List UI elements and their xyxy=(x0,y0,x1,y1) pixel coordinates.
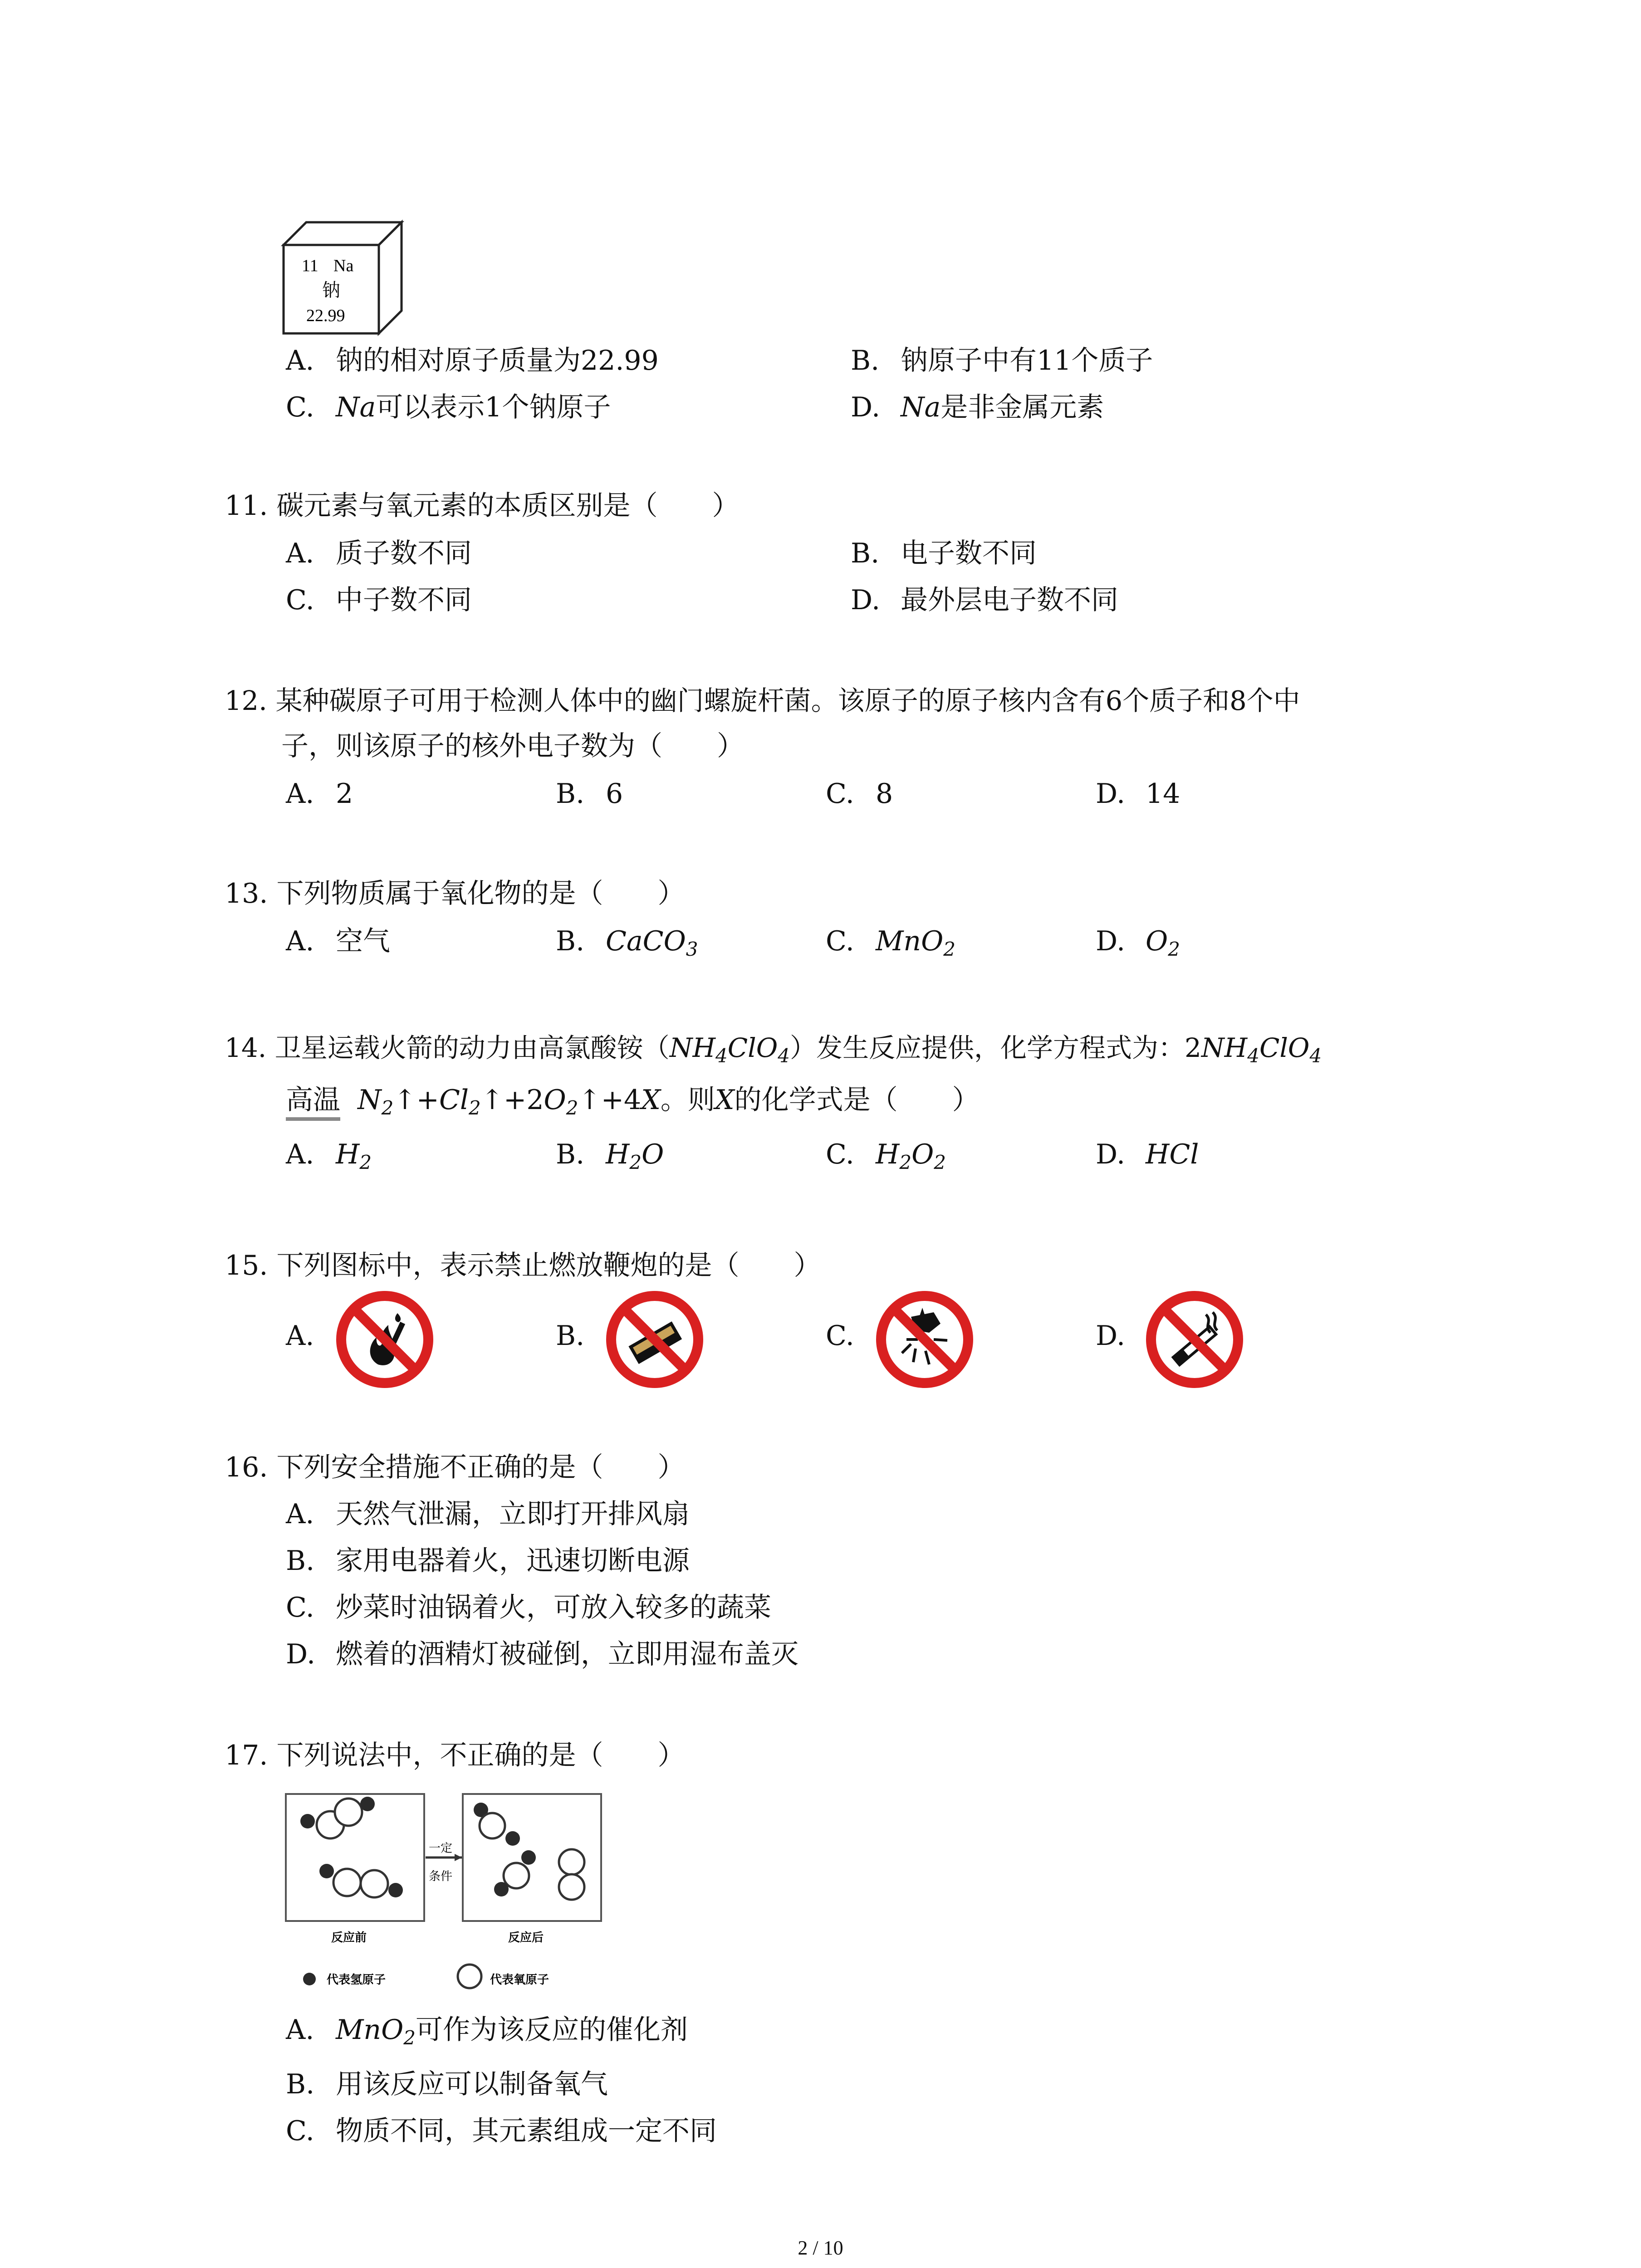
q15-option-c-label: C. xyxy=(826,1320,854,1352)
q17-stem: 17. 下列说法中，不正确的是（ ） xyxy=(225,1740,685,1771)
q11-option-c: C. 中子数不同 xyxy=(286,584,472,616)
q12-option-c: C. 8 xyxy=(826,778,893,810)
q17-option-b: B. 用该反应可以制备氧气 xyxy=(286,2068,608,2100)
q10-option-b: B. 钠原子中有11个质子 xyxy=(851,345,1153,376)
q13-option-c: C. MnO$_2$ xyxy=(826,925,956,960)
q14-option-b: B. $H_2O$ xyxy=(556,1139,664,1173)
q11-option-d: D. 最外层电子数不同 xyxy=(851,584,1118,616)
page-number: 2 / 10 xyxy=(798,2237,843,2259)
q16-option-a: A. 天然气泄漏，立即打开排风扇 xyxy=(286,1498,690,1530)
element-number: 11 xyxy=(302,256,318,275)
q15-option-b-label: B. xyxy=(556,1320,585,1352)
after-label: 反应后 xyxy=(508,1931,544,1945)
q10-option-d: D. Na是非金属元素 xyxy=(851,391,1104,423)
element-symbol: Na xyxy=(333,256,354,275)
q17-option-a: A. MnO$_2$可作为该反应的催化剂 xyxy=(286,2014,688,2049)
no-matches-icon xyxy=(605,1290,705,1389)
q14-stem-line1: 14. 卫星运载火箭的动力由高氯酸铵$(NH_4ClO_4)$发生反应提供，化学方程式为：$2NH_4ClO_4$ xyxy=(225,1032,1322,1067)
q17-option-c: C. 物质不同，其元素组成一定不同 xyxy=(286,2115,717,2147)
q12-option-d: D. 14 xyxy=(1096,778,1181,810)
q11-stem: 11. 碳元素与氧元素的本质区别是（ ） xyxy=(225,490,740,522)
q13-stem: 13. 下列物质属于氧化物的是（ ） xyxy=(225,878,685,909)
sodium-element-cell xyxy=(279,218,411,338)
q16-stem: 16. 下列安全措施不正确的是（ ） xyxy=(225,1452,685,1483)
element-name: 钠 xyxy=(322,280,340,301)
q16-option-b: B. 家用电器着火，迅速切断电源 xyxy=(286,1545,690,1577)
q13-option-d: D. $O_2$ xyxy=(1096,925,1180,960)
q11-option-a: A. 质子数不同 xyxy=(286,538,472,569)
q12-stem-line2: 子，则该原子的核外电子数为（ ） xyxy=(281,730,744,762)
q16-option-d: D. 燃着的酒精灯被碰倒，立即用湿布盖灭 xyxy=(286,1638,798,1670)
q15-option-a-label: A. xyxy=(286,1320,314,1352)
q12-option-b: B. 6 xyxy=(556,778,623,810)
legend-oxygen: 代表氧原子 xyxy=(490,1973,549,1987)
q15-stem: 15. 下列图标中，表示禁止燃放鞭炮的是（ ） xyxy=(225,1250,821,1281)
arrow-label-bottom: 条件 xyxy=(429,1870,453,1883)
q13-option-a: A. 空气 xyxy=(286,925,390,957)
no-fireworks-icon xyxy=(875,1290,975,1389)
q10-option-c: C. Na可以表示1个钠原子 xyxy=(286,391,611,423)
q14-stem-line2: 高温 $N_2↑+Cl_2↑+2O_2↑+4X$。则X的化学式是（ ） xyxy=(286,1082,980,1118)
q12-stem-line1: 12. 某种碳原子可用于检测人体中的幽门螺旋杆菌。该原子的原子核内含有6个质子和8个中 xyxy=(225,685,1300,716)
q12-option-a: A. 2 xyxy=(286,778,353,810)
arrow-label-top: 一定 xyxy=(429,1842,453,1855)
q13-option-b: B. CaCO$_3$ xyxy=(556,925,698,960)
before-label: 反应前 xyxy=(331,1931,367,1945)
reaction-condition: 高温 xyxy=(286,1082,340,1118)
q14-option-d: D. HCl xyxy=(1096,1139,1199,1170)
reaction-diagram xyxy=(281,1789,608,2007)
q15-option-d-label: D. xyxy=(1096,1320,1126,1352)
q14-option-a: A. $H_2$ xyxy=(286,1139,372,1173)
q10-option-a: A. 钠的相对原子质量为22.99 xyxy=(286,345,659,376)
q14-option-c: C. $H_2O_2$ xyxy=(826,1139,946,1173)
no-open-flame-icon xyxy=(335,1290,435,1389)
q11-option-b: B. 电子数不同 xyxy=(851,538,1037,569)
q16-option-c: C. 炒菜时油锅着火，可放入较多的蔬菜 xyxy=(286,1592,771,1623)
no-smoking-icon xyxy=(1145,1290,1244,1389)
legend-hydrogen: 代表氢原子 xyxy=(327,1973,386,1987)
element-mass: 22.99 xyxy=(306,306,345,325)
